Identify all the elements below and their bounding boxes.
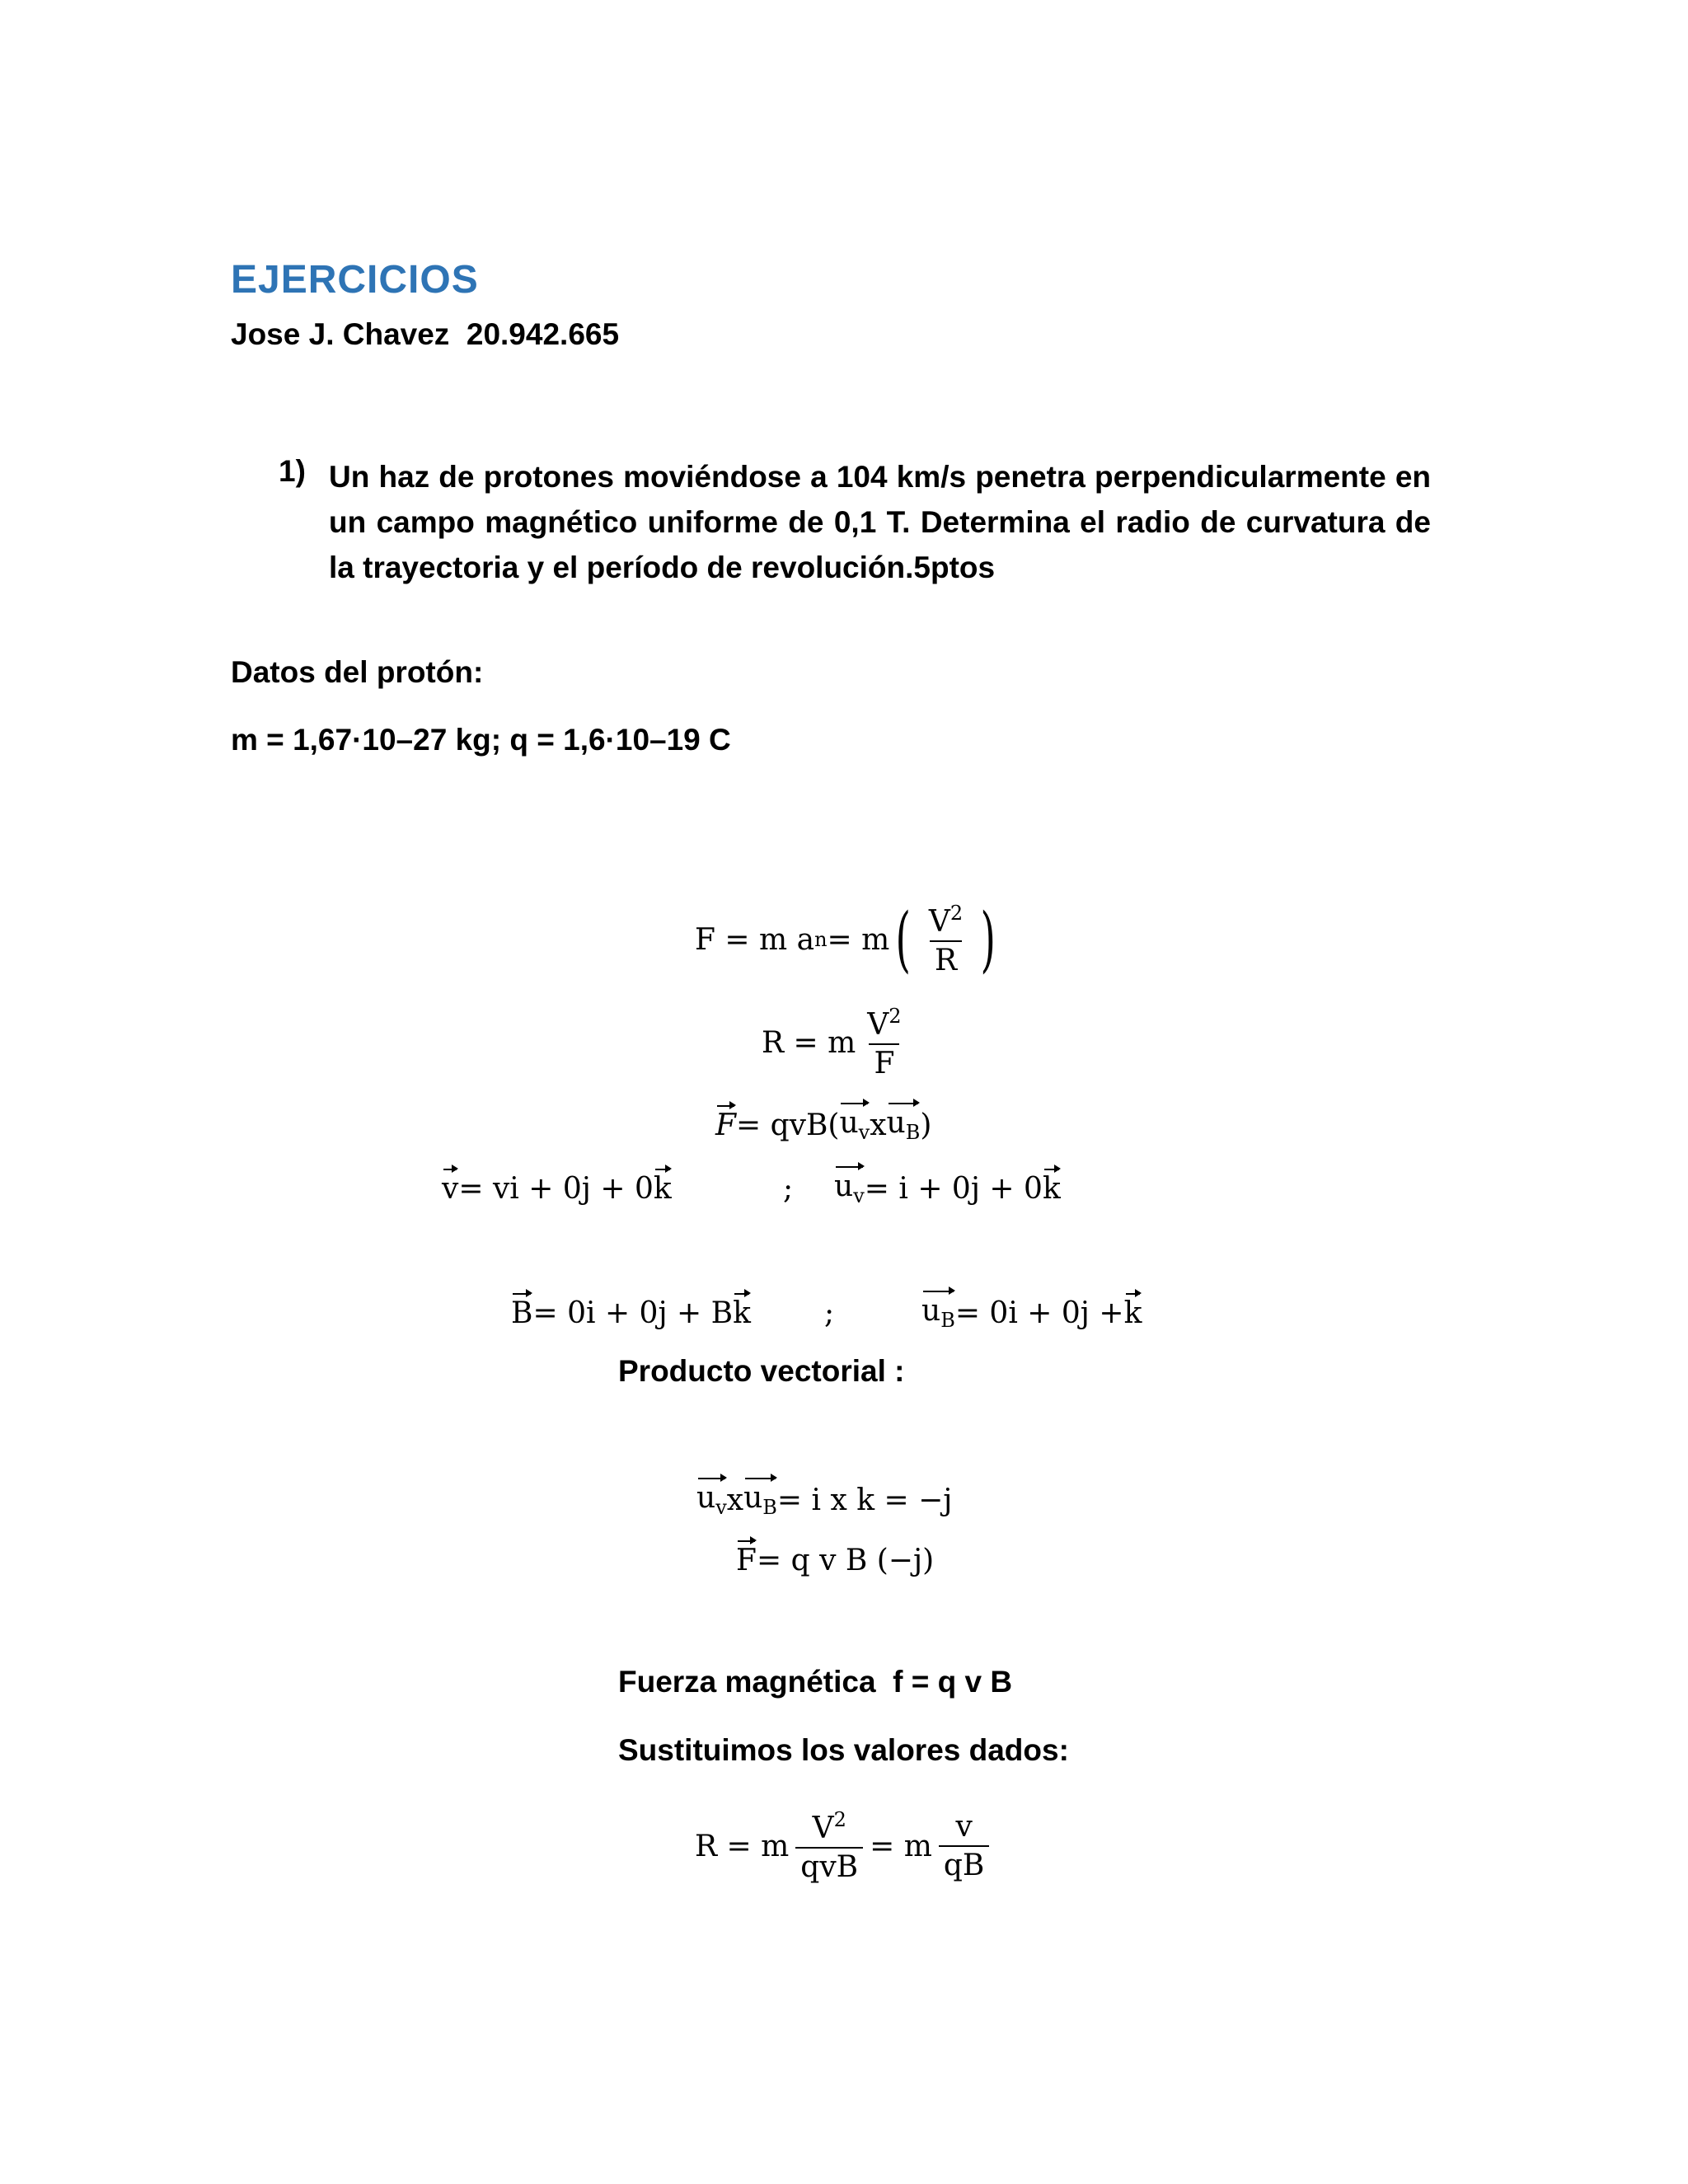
vector-ub: $u_B$	[921, 1294, 955, 1332]
vector-k: k	[733, 1296, 751, 1330]
eq2-num-sup: 2	[889, 1005, 902, 1028]
vector-k: k	[653, 1171, 672, 1206]
equation-radius-final	[695, 1801, 996, 1891]
eq4-rest: = vi + 0j + 0	[458, 1171, 654, 1206]
eq1-mid: = m	[827, 922, 890, 957]
equation-force-centripetal	[695, 894, 1002, 985]
eq1-num-sup: 2	[950, 902, 964, 925]
page-title: EJERCICIOS	[231, 258, 479, 302]
eq8-den2: qB	[939, 1845, 990, 1882]
eq6-x: x	[726, 1483, 744, 1517]
eq8-num1: V	[812, 1811, 834, 1845]
equation-cross-product	[696, 1475, 952, 1525]
eq8-num1-sup: 2	[833, 1808, 846, 1831]
eq5-rest: = 0i + 0j + B	[532, 1296, 734, 1330]
eq8-fraction-2	[939, 1810, 990, 1882]
equation-force-direction	[736, 1535, 934, 1585]
eq1-fraction	[924, 902, 968, 977]
eq8-mid: = m	[870, 1829, 932, 1863]
vector-F: F	[715, 1108, 736, 1142]
vector-k: k	[1123, 1296, 1142, 1330]
eq8-fraction-1	[795, 1808, 863, 1884]
vector-uv: $u_v$	[834, 1169, 865, 1207]
magnetic-force-label: Fuerza magnética f = q v B	[618, 1665, 1013, 1699]
eq8-left: R = m	[695, 1829, 790, 1863]
eq5-separator: ;	[824, 1296, 835, 1330]
eq8-num2: v	[955, 1810, 973, 1844]
eq1-sub: n	[814, 928, 828, 951]
eq3-close: )	[920, 1108, 932, 1142]
vector-uv: $u_v$	[839, 1106, 870, 1144]
eq3-x: x	[870, 1108, 887, 1142]
eq1-den: R	[930, 940, 962, 977]
substitute-label: Sustituimos los valores dados:	[618, 1733, 1069, 1767]
vector-F: F	[736, 1543, 757, 1577]
right-paren: )	[980, 898, 996, 981]
vector-ub: $u_B$	[886, 1106, 921, 1144]
eq2-num: V	[867, 1008, 889, 1042]
eq1-num: V	[928, 905, 950, 939]
equation-velocity-vector	[442, 1164, 672, 1213]
equation-unit-velocity	[834, 1164, 1061, 1213]
eq2-den: F	[869, 1043, 899, 1080]
vector-uv: $u_v$	[696, 1481, 727, 1519]
author-line: Jose J. Chavez 20.942.665	[231, 317, 620, 351]
problem-number: 1)	[279, 454, 306, 488]
eq6-rest: = i x k = −j	[776, 1483, 953, 1517]
vector-B: B	[511, 1296, 533, 1330]
left-paren: (	[895, 898, 912, 981]
eq3-mid: = qvB(	[735, 1108, 840, 1142]
eq1-left: F = m a	[695, 922, 815, 957]
eq2-left: R = m	[762, 1025, 856, 1060]
problem-statement: Un haz de protones moviéndose a 104 km/s penetra perpendicularmente en un campo magnético uniforme de 0,1 T. Determina el radio de curvatura de la trayectoria y el período de revolución.5ptos	[329, 460, 1431, 584]
data-heading: Datos del protón:	[231, 655, 484, 689]
eq4-separator: ;	[783, 1171, 794, 1206]
vector-v: v	[442, 1171, 459, 1206]
data-values: m = 1,67·10–27 kg; q = 1,6·10–19 C	[231, 723, 731, 757]
equation-field-vector	[511, 1288, 751, 1338]
eq5-rest2: = 0i + 0j +	[954, 1296, 1124, 1330]
cross-product-heading: Producto vectorial :	[618, 1354, 905, 1388]
eq8-den1: qvB	[795, 1847, 863, 1884]
eq7-rest: = q v B (−j)	[756, 1543, 935, 1577]
equation-unit-field	[921, 1288, 1142, 1338]
equation-lorentz-vector	[715, 1100, 931, 1150]
vector-ub: $u_B$	[743, 1481, 777, 1519]
equation-radius-force	[762, 1001, 913, 1084]
vector-k: k	[1042, 1171, 1061, 1206]
eq4-rest2: = i + 0j + 0	[864, 1171, 1043, 1206]
eq2-fraction	[862, 1005, 906, 1080]
